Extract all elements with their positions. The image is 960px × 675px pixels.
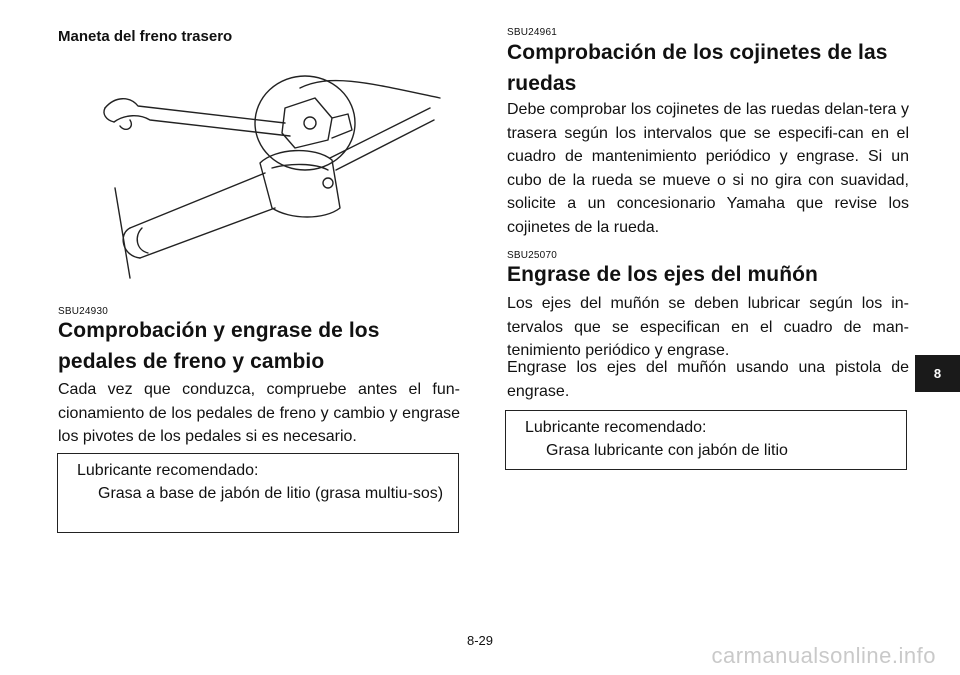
- page-number: 8-29: [466, 633, 494, 648]
- section-body: Debe comprobar los cojinetes de las ruedas delan-tera y trasera según los intervalos que se especifi-can en el cuadro de mantenimiento periódico y engrase. Si un cubo de la rueda se mueve o si no gira con suavidad, solicite a un concesionario Yamaha que revise los cojinetes de la rueda.: [507, 101, 909, 236]
- section-body: Los ejes del muñón se deben lubricar según los in-tervalos que se especifican en el cuadro de man-tenimiento periódico y engrase.: [507, 295, 909, 359]
- chapter-tab: 8: [915, 355, 960, 392]
- lubricant-box: [57, 453, 459, 533]
- lubricant-label: Lubricante recomendado:: [77, 462, 259, 479]
- lubricant-box: [505, 410, 907, 470]
- lubricant-value: Grasa lubricante con jabón de litio: [546, 442, 788, 459]
- section-code: SBU25070: [507, 250, 557, 261]
- figure-caption: Maneta del freno trasero: [58, 28, 233, 45]
- section-code: SBU24961: [507, 27, 557, 38]
- section-code: SBU24930: [58, 306, 108, 317]
- section-heading: Comprobación de los cojinetes de las: [507, 41, 888, 64]
- section-body: Engrase los ejes del muñón usando una pistola de engrase.: [507, 359, 909, 400]
- section-heading: Engrase de los ejes del muñón: [507, 263, 818, 286]
- watermark: carmanualsonline.info: [711, 643, 936, 668]
- section-body: Cada vez que conduzca, compruebe antes el fun-cionamiento de los pedales de freno y cambio y engrase los pivotes de los pedales si es necesario.: [58, 381, 460, 445]
- lubricant-value: Grasa a base de jabón de litio (grasa multiu-sos): [98, 485, 444, 502]
- section-heading: ruedas: [507, 72, 577, 95]
- section-heading: Comprobación y engrase de los: [58, 319, 380, 342]
- lubricant-label: Lubricante recomendado:: [525, 419, 707, 436]
- rear-brake-lever-illustration: [100, 68, 445, 283]
- section-heading: pedales de freno y cambio: [58, 350, 325, 373]
